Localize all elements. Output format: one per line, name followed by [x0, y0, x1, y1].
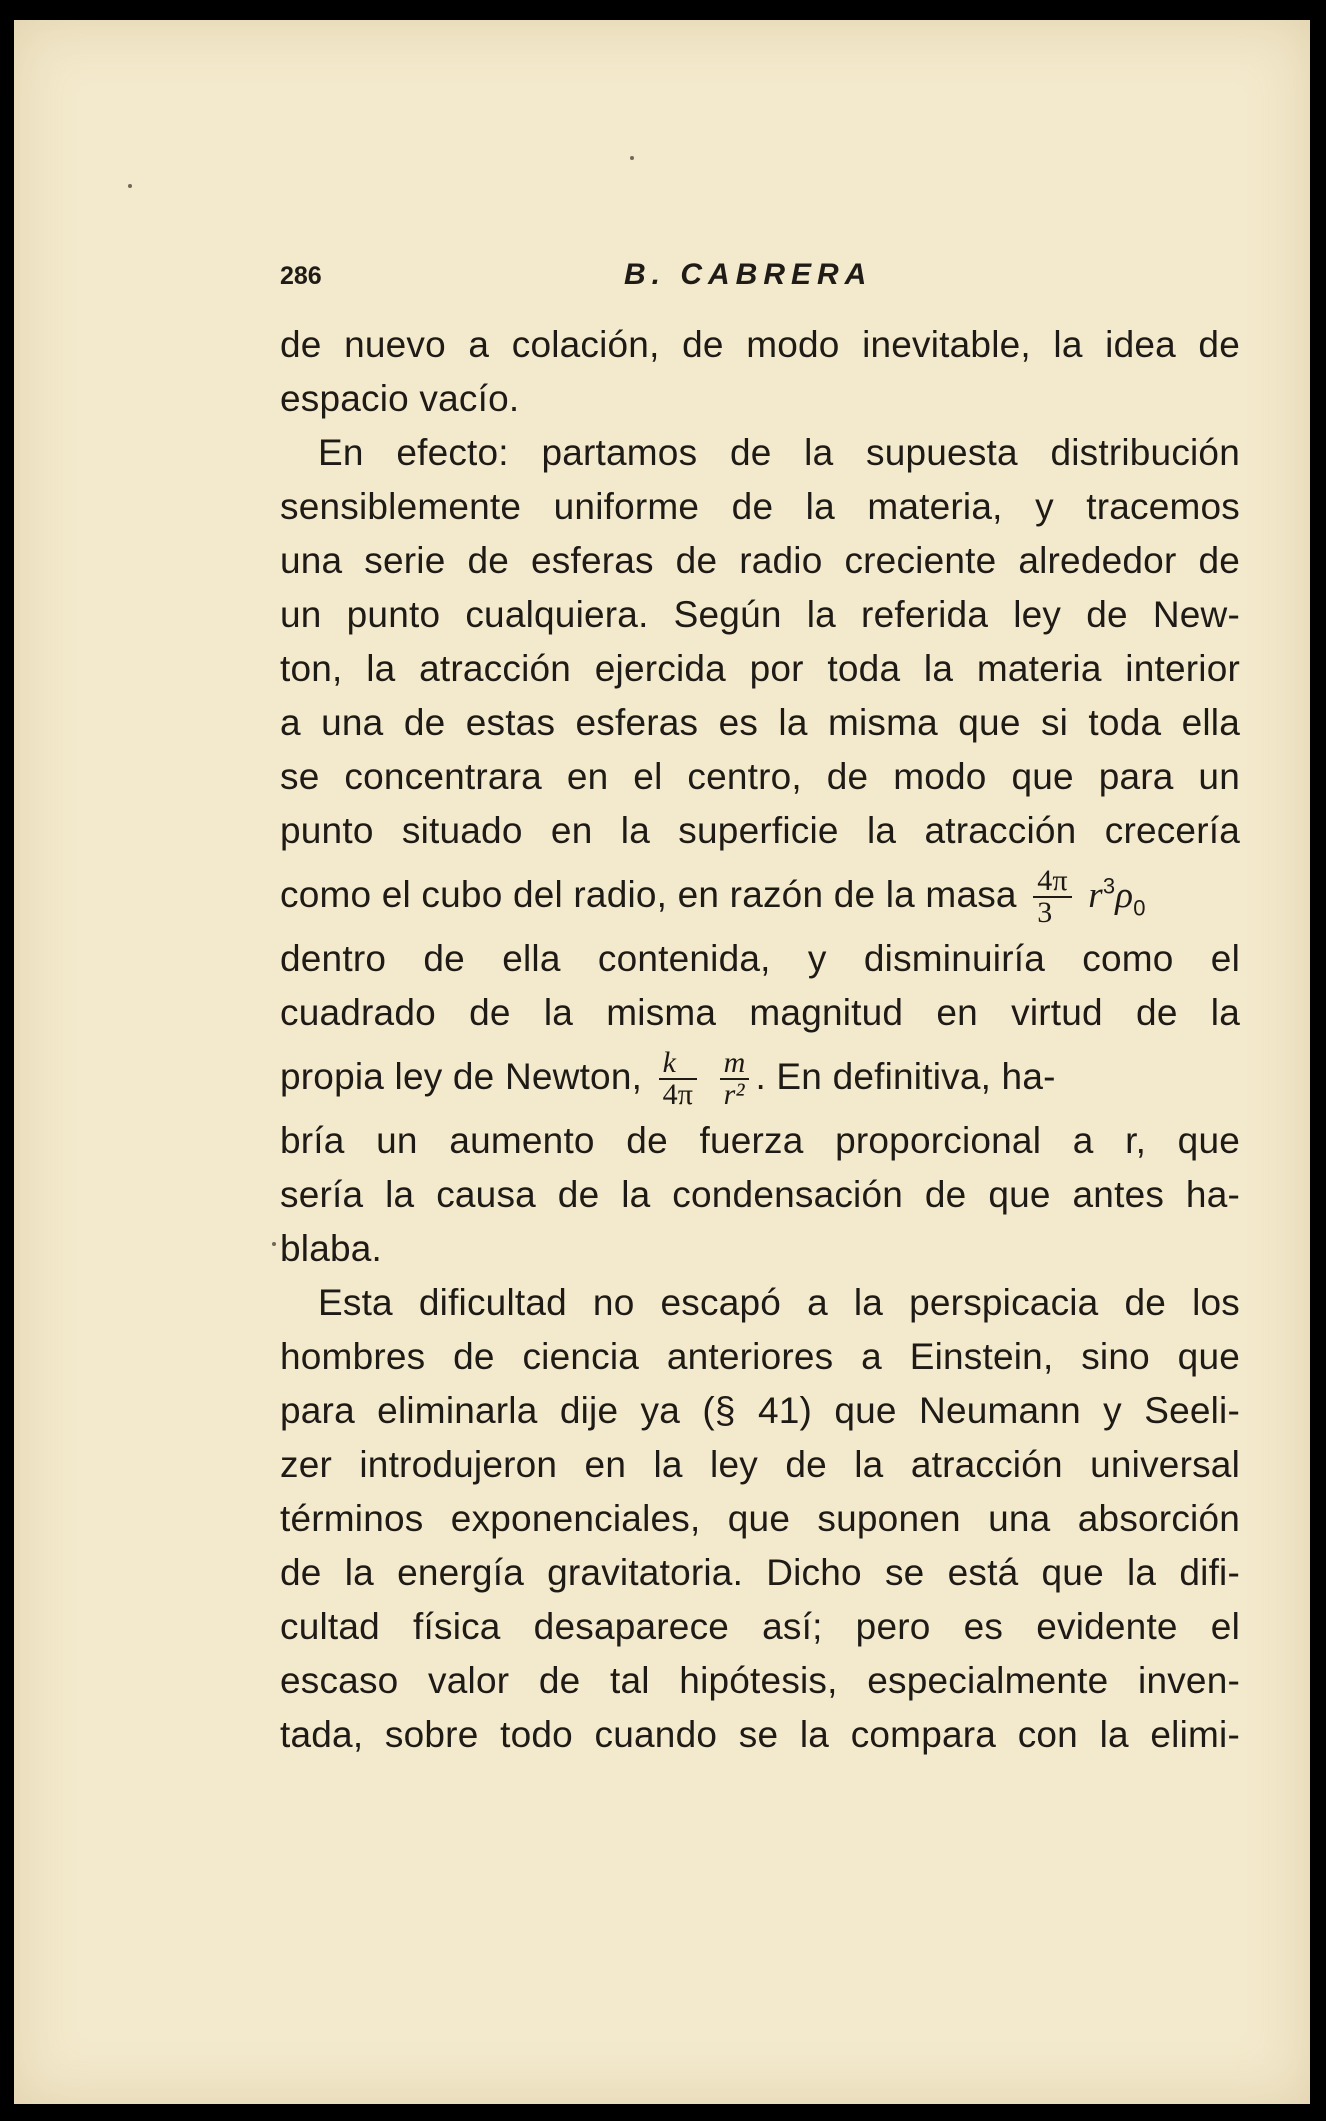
text-line: se concentrara en el centro, de modo que para un — [280, 756, 1240, 797]
text-line: cuadrado de la misma magnitud en virtud de la — [280, 992, 1240, 1033]
fraction-m-over-r-squared — [720, 1048, 750, 1110]
fraction-numerator: 4π — [1033, 866, 1072, 898]
math-exponent: 3 — [1102, 873, 1116, 899]
text-line: dentro de ella contenida, y disminuiría como el — [280, 938, 1240, 979]
formula-line-newton — [280, 1040, 1240, 1114]
text-line: espacio vacío. — [280, 378, 520, 419]
text-line: blaba. — [280, 1228, 383, 1269]
page-header — [280, 258, 1080, 302]
text-line: hombres de ciencia anteriores a Einstein, sino que — [280, 1336, 1240, 1377]
text-segment: propia ley de Newton, — [280, 1056, 643, 1097]
text-line: una serie de esferas de radio creciente alrededor de — [280, 540, 1240, 581]
text-line: cultad física desaparece así; pero es evidente el — [280, 1606, 1240, 1647]
text-line: Esta dificultad no escapó a la perspicacia de los — [318, 1282, 1240, 1323]
fraction-numerator: m — [720, 1048, 750, 1080]
formula-line-mass — [280, 858, 1240, 932]
text-line: ton, la atracción ejercida por toda la materia interior — [280, 648, 1240, 689]
math-variable-r: r — [1088, 875, 1103, 916]
text-line: sería la causa de la condensación de que antes ha- — [280, 1174, 1240, 1215]
fraction-denominator: 3 — [1037, 896, 1053, 930]
text-segment: como el cubo del radio, en razón de la masa — [280, 874, 1017, 915]
text-line: En efecto: partamos de la supuesta distribución — [318, 432, 1240, 473]
paper-speck — [630, 156, 634, 160]
text-line: un punto cualquiera. Según la referida ley de New- — [280, 594, 1240, 635]
book-page — [14, 20, 1310, 2104]
text-segment: . En definitiva, ha- — [755, 1056, 1056, 1097]
text-line: tada, sobre todo cuando se la compara con la elimi- — [280, 1714, 1240, 1755]
fraction-numerator: k — [659, 1048, 698, 1080]
text-line: zer introdujeron en la ley de la atracción universal — [280, 1444, 1240, 1485]
text-line: de la energía gravitatoria. Dicho se está que la difi- — [280, 1552, 1240, 1593]
text-line: de nuevo a colación, de modo inevitable, la idea de — [280, 324, 1240, 365]
fraction-four-pi-over-three — [1033, 866, 1072, 928]
text-line: escaso valor de tal hipótesis, especialmente inven- — [280, 1660, 1240, 1701]
text-line: para eliminarla dije ya (§ 41) que Neumann y Seeli- — [280, 1390, 1240, 1431]
paper-speck — [128, 184, 132, 188]
text-line: términos exponenciales, que suponen una absorción — [280, 1498, 1240, 1539]
running-head: B. CABRERA — [624, 258, 873, 291]
fraction-denominator: r² — [723, 1078, 745, 1112]
paper-speck — [272, 1242, 276, 1246]
math-rho: ρ — [1115, 875, 1134, 916]
text-line: a una de estas esferas es la misma que si toda ella — [280, 702, 1240, 743]
text-line: sensiblemente uniforme de la materia, y tracemos — [280, 486, 1240, 527]
text-line: bría un aumento de fuerza proporcional a r, que — [280, 1120, 1240, 1161]
math-subscript: 0 — [1133, 895, 1146, 921]
page-number: 286 — [280, 262, 322, 290]
body-text — [280, 318, 1240, 1762]
fraction-k-over-four-pi — [659, 1048, 698, 1110]
text-line: punto situado en la superficie la atracción crecería — [280, 810, 1240, 851]
fraction-denominator: 4π — [662, 1078, 694, 1112]
